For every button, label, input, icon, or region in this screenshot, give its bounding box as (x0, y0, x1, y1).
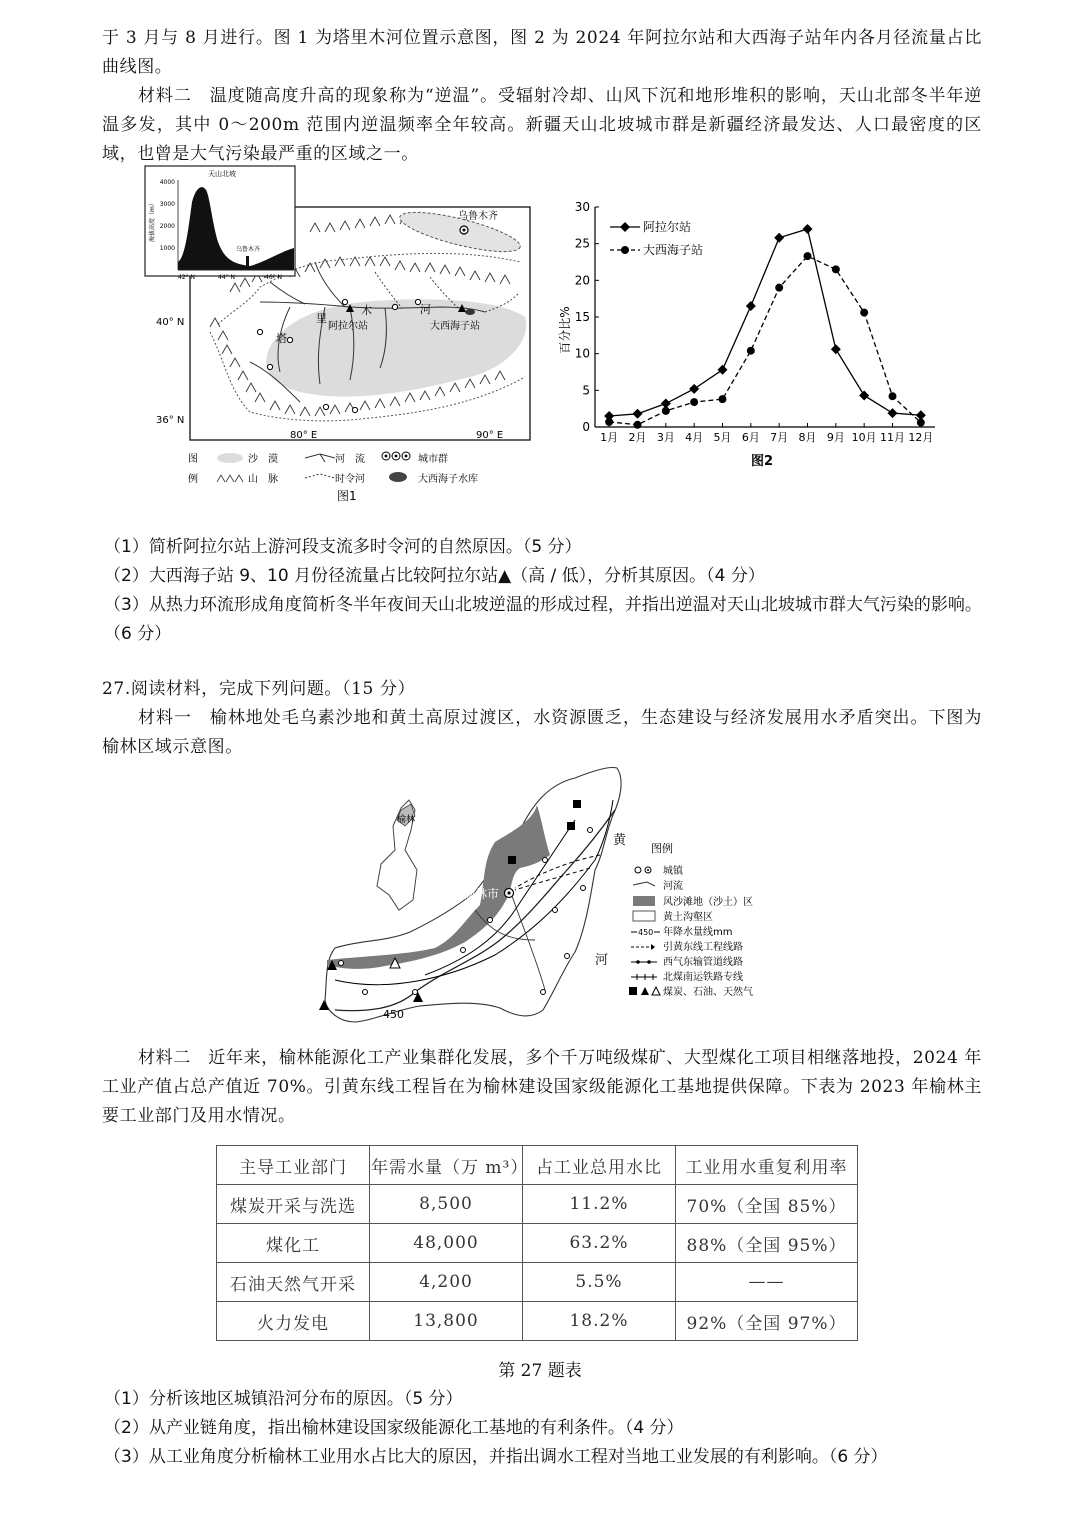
yulin-city-label: 榆林市 (463, 887, 500, 901)
legend-seasonal-river: 时令河 (335, 474, 365, 485)
table-header: 占工业总用水比 (523, 1146, 676, 1185)
table-header: 年需水量（万 m³） (370, 1146, 523, 1185)
data-point-aral (633, 409, 643, 419)
inset-ytick-4000: 4000 (159, 179, 175, 186)
data-point-daxihaizi (747, 347, 755, 355)
legend-head-2: 例 (188, 474, 198, 485)
daxihaizi-reservoir (465, 309, 475, 315)
table-row (217, 1302, 858, 1341)
table-caption: 第 27 题表 (498, 1361, 582, 1381)
lon-90-label: 90° E (476, 430, 504, 441)
aral-station-label: 阿拉尔站 (328, 321, 368, 332)
isohyet-label: 450 (383, 1008, 404, 1021)
table-cell: 70%（全国 85%） (676, 1185, 858, 1224)
table-cell: 火力发电 (217, 1302, 370, 1341)
legend-river: 河 流 (335, 454, 365, 465)
legend-east-route: 引黄东线工程线路 (663, 942, 743, 953)
legend-head-1: 图 (188, 454, 198, 465)
series-line-daxihaizi (609, 256, 921, 425)
chart-xtick-label: 11月 (880, 431, 905, 444)
legend-reservoir: 大西海子水库 (418, 474, 478, 485)
data-point-aral (888, 408, 898, 418)
table-cell: 5.5% (523, 1263, 676, 1302)
table-cell: 13,800 (370, 1302, 523, 1341)
table-cell: 11.2% (523, 1185, 676, 1224)
water-use-table (216, 1145, 858, 1341)
inset-xtick-46: 46° N (265, 274, 283, 281)
lat-36-label: 36° N (156, 415, 185, 426)
inset-ylabel: 海拔高度（m） (149, 200, 156, 242)
table-header-row (217, 1146, 858, 1185)
table-cell: 8,500 (370, 1185, 523, 1224)
table-row (217, 1224, 858, 1263)
runoff-chart (555, 195, 945, 475)
material-two-text: 材料二 温度随高度升高的现象称为“逆温”。受辐射冷却、山风下沉和地形堆积的影响，天山北部冬半年逆温多发，其中 0～200m 范围内逆温频率全年较高。新疆天山北坡城市群是新疆经济最发达、人口最密度的区域，也曾是大气污染最严重的区域之一。 (102, 86, 982, 164)
legend-city-group: 城市群 (418, 454, 448, 465)
chart-xtick-label: 4月 (685, 431, 704, 444)
yulin-legend (629, 841, 753, 998)
yellow-river-char-1: 黄 (613, 833, 627, 848)
chart-ytick-label: 10 (574, 346, 590, 361)
data-point-daxihaizi (662, 407, 670, 415)
legend-railway: 北煤南运铁路专线 (663, 972, 743, 983)
daxihaizi-station-label: 大西海子站 (430, 321, 480, 332)
river-char-mu: 木 (361, 304, 372, 317)
legend-isohyet: 年降水量线mm (663, 927, 733, 938)
legend-desert: 沙 漠 (248, 454, 278, 465)
data-point-daxihaizi (860, 309, 868, 317)
inset-yulin-label: 榆林 (397, 815, 416, 825)
q27-material1: 材料一 榆林地处毛乌素沙地和黄土高原过渡区，水资源匮乏，生态建设与经济发展用水矛盾突出。下图为榆林区域示意图。 (102, 708, 982, 757)
series-line-aral (609, 229, 921, 416)
q27-part2: （2）从产业链角度，指出榆林建设国家级能源化工基地的有利条件。（4 分） (104, 1418, 684, 1438)
chart-ytick-label: 25 (574, 236, 590, 251)
chart-xtick-label: 2月 (628, 431, 647, 444)
inset-city-label: 乌鲁木齐 (236, 246, 261, 253)
legend-mountain: 山 脉 (248, 474, 278, 485)
chart-ytick-label: 20 (574, 273, 590, 288)
q27-material2: 材料二 近年来，榆林能源化工产业集群化发展，多个千万吨级煤矿、大型煤化工项目相继落地投，2024 年工业产值占总产值近 70%。引黄东线工程旨在为榆林建设国家级能源化工基地提供保障。下表为 2023 年榆林主要工业部门及用水情况。 (102, 1048, 982, 1126)
legend-river: 河流 (663, 881, 683, 892)
table-cell: 92%（全国 97%） (676, 1302, 858, 1341)
data-point-aral (689, 384, 699, 394)
table-cell: 63.2% (523, 1224, 676, 1263)
inset-ytick-1000: 1000 (159, 245, 175, 252)
legend-loess: 黄土沟壑区 (663, 912, 713, 923)
inset-ytick-3000: 3000 (159, 201, 175, 208)
inset-xtick-42: 42° N (178, 274, 196, 281)
lon-80-label: 80° E (290, 430, 318, 441)
chart-title: 图2 (750, 454, 774, 469)
chart-xtick-label: 1月 (600, 431, 619, 444)
legend-daxihaizi: 大西海子站 (643, 243, 704, 257)
data-point-aral (746, 301, 756, 311)
intro-text: 于 3 月与 8 月进行。图 1 为塔里木河位置示意图，图 2 为 2024 年阿拉尔站和大西海子站年内各月径流量占比曲线图。 (102, 28, 982, 77)
table-cell: 煤炭开采与洗选 (217, 1185, 370, 1224)
legend-sandy: 风沙滩地（沙土）区 (663, 897, 753, 908)
table-row (217, 1185, 858, 1224)
inset-xtick-44: 44° N (218, 274, 236, 281)
legend-resources: 煤炭、石油、天然气 (663, 987, 753, 998)
river-char-ta: 塔 (276, 332, 287, 345)
data-point-aral (718, 365, 728, 375)
table-cell: 88%（全国 95%） (676, 1224, 858, 1263)
legend-town: 城镇 (663, 866, 683, 877)
legend-gas-pipeline: 西气东输管道线路 (663, 957, 743, 968)
table-row (217, 1263, 858, 1302)
table-header: 主导工业部门 (217, 1146, 370, 1185)
lat-40-label: 40° N (156, 317, 185, 328)
q26-part2: （2）大西海子站 9、10 月份径流量占比较阿拉尔站▲（高 / 低），分析其原因。（4 分） (104, 566, 765, 586)
river-char-li: 里 (316, 312, 327, 325)
data-point-daxihaizi (804, 252, 812, 260)
table-cell: 18.2% (523, 1302, 676, 1341)
q26-part1: （1）简析阿拉尔站上游河段支流多时令河的自然原因。（5 分） (104, 537, 582, 557)
data-point-daxihaizi (634, 421, 642, 429)
data-point-daxihaizi (832, 265, 840, 273)
chart-ytick-label: 5 (582, 383, 590, 398)
table-cell: 石油天然气开采 (217, 1263, 370, 1302)
table-header: 工业用水重复利用率 (676, 1146, 858, 1185)
q27-part1: （1）分析该地区城镇沿河分布的原因。（5 分） (104, 1389, 463, 1409)
tarim-river-map (140, 162, 540, 512)
data-point-aral (774, 233, 784, 243)
data-point-aral (831, 344, 841, 354)
inset-title: 天山北坡 (208, 170, 236, 178)
chart-xtick-label: 7月 (770, 431, 789, 444)
data-point-daxihaizi (690, 398, 698, 406)
fig1-legend (188, 452, 478, 503)
data-point-aral (803, 224, 813, 234)
chart-xtick-label: 10月 (851, 431, 877, 444)
data-point-daxihaizi (605, 418, 613, 426)
legend-title: 图例 (651, 842, 673, 855)
table-cell: 煤化工 (217, 1224, 370, 1263)
chart-xtick-label: 6月 (741, 431, 760, 444)
chart-ylabel: 百分比% (558, 306, 572, 354)
legend-isohyet-value: 450 (638, 928, 654, 937)
chart-ytick-label: 0 (582, 420, 590, 434)
chart-xtick-label: 3月 (656, 431, 675, 444)
q27-part3: （3）从工业角度分析榆林工业用水占比大的原因，并指出调水工程对当地工业发展的有利影响。（6 分） (104, 1447, 888, 1467)
fig1-caption: 图1 (337, 489, 357, 503)
chart-xtick-label: 9月 (826, 431, 845, 444)
data-point-daxihaizi (719, 395, 727, 403)
chart-legend (610, 219, 703, 257)
q27-heading: 27.阅读材料，完成下列问题。（15 分） (102, 679, 416, 699)
chart-ytick-label: 15 (574, 310, 590, 324)
chart-ytick-label: 30 (574, 200, 590, 214)
legend-aral: 阿拉尔站 (643, 220, 692, 234)
chart-xtick-label: 5月 (713, 431, 732, 444)
table-cell: 4,200 (370, 1263, 523, 1302)
q26-part3: （3）从热力环流形成角度简析冬半年夜间天山北坡逆温的形成过程，并指出逆温对天山北坡城市群大气污染的影响。（6 分） (104, 595, 982, 644)
yellow-river-char-2: 河 (595, 953, 609, 968)
data-point-aral (859, 390, 869, 400)
inset-ytick-2000: 2000 (159, 223, 175, 230)
data-point-daxihaizi (775, 284, 783, 292)
chart-xtick-label: 8月 (798, 431, 817, 444)
yulin-map (305, 760, 785, 1035)
table-cell: 48,000 (370, 1224, 523, 1263)
table-cell: —— (676, 1263, 858, 1302)
chart-xtick-label: 12月 (908, 431, 934, 444)
river-char-he: 河 (420, 303, 431, 316)
urumqi-label: 乌鲁木齐 (458, 211, 498, 222)
data-point-daxihaizi (917, 419, 925, 427)
data-point-daxihaizi (889, 392, 897, 400)
